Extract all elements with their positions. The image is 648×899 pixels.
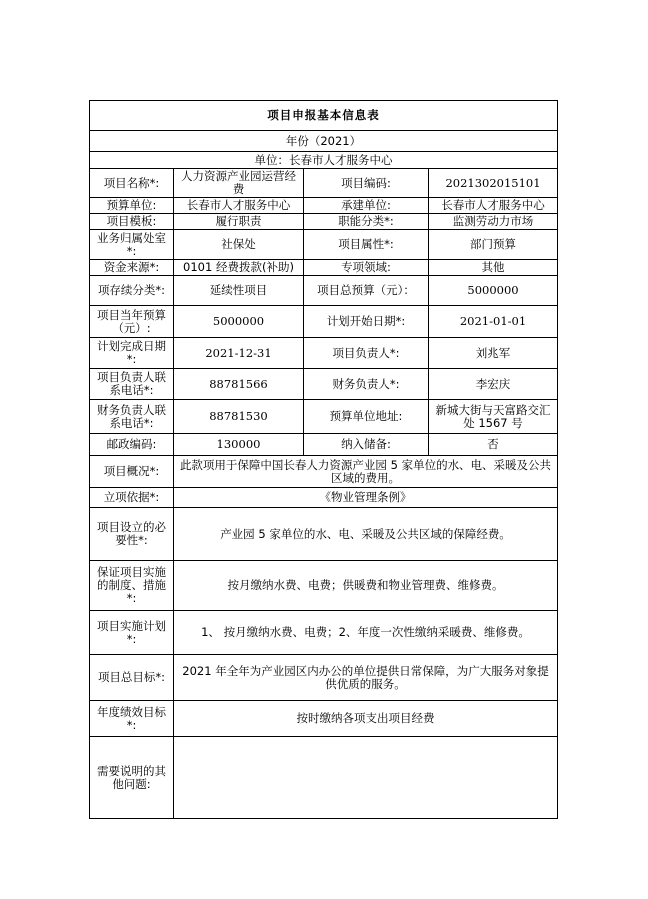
budget-unit-label: 预算单位: (90, 198, 174, 214)
finance-phone-label: 财务负责人联系电话*: (90, 400, 174, 434)
total-budget-label: 项目总预算（元）： (304, 276, 429, 306)
annual-goal-value: 按时缴纳各项支出项目经费 (174, 701, 558, 737)
leader-phone-label: 项目负责人联系电话*: (90, 369, 174, 400)
year-line: 年份（2021） (90, 131, 558, 152)
dept-label: 业务归属处室*: (90, 230, 174, 260)
finance-leader-label: 财务负责人*: (304, 369, 429, 400)
page-title: 项目申报基本信息表 (90, 101, 558, 131)
leader-value: 刘兆军 (429, 338, 558, 369)
year-budget-value: 5000000 (174, 306, 304, 338)
project-code-value: 2021302015101 (429, 169, 558, 198)
start-date-value: 2021-01-01 (429, 306, 558, 338)
host-unit-label: 承建单位: (304, 198, 429, 214)
fund-source-value: 0101 经费拨款(补助) (174, 260, 304, 276)
end-date-label: 计划完成日期*: (90, 338, 174, 369)
budget-address-value: 新城大街与天富路交汇处 1567 号 (429, 400, 558, 434)
host-unit-value: 长春市人才服务中心 (429, 198, 558, 214)
budget-address-label: 预算单位地址: (304, 400, 429, 434)
necessity-value: 产业园 5 家单位的水、电、采暖及公共区域的保障经费。 (174, 508, 558, 561)
function-value: 监测劳动力市场 (429, 214, 558, 230)
unit-line: 单位：长春市人才服务中心 (90, 152, 558, 169)
other-label: 需要说明的其他问题: (90, 737, 174, 819)
basis-label: 立项依据*: (90, 488, 174, 508)
measures-value: 按月缴纳水费、电费；供暖费和物业管理费、维修费。 (174, 561, 558, 611)
project-code-label: 项目编码: (304, 169, 429, 198)
end-date-value: 2021-12-31 (174, 338, 304, 369)
plan-label: 项目实施计划*: (90, 611, 174, 655)
special-field-label: 专项领域: (304, 260, 429, 276)
reserve-label: 纳入储备: (304, 434, 429, 456)
overview-value: 此款项用于保障中国长春人力资源产业园 5 家单位的水、电、采暖及公共区域的费用。 (174, 456, 558, 488)
finance-leader-value: 李宏庆 (429, 369, 558, 400)
basis-value: 《物业管理条例》 (174, 488, 558, 508)
attr-value: 部门预算 (429, 230, 558, 260)
postcode-label: 邮政编码: (90, 434, 174, 456)
duration-value: 延续性项目 (174, 276, 304, 306)
goal-label: 项目总目标*: (90, 655, 174, 701)
plan-value: 1、 按月缴纳水费、电费；2、年度一次性缴纳采暖费、维修费。 (174, 611, 558, 655)
other-value (174, 737, 558, 819)
duration-label: 项存续分类*: (90, 276, 174, 306)
leader-label: 项目负责人*: (304, 338, 429, 369)
dept-value: 社保处 (174, 230, 304, 260)
measures-label: 保证项目实施的制度、措施*: (90, 561, 174, 611)
total-budget-value: 5000000 (429, 276, 558, 306)
necessity-label: 项目设立的必要性*: (90, 508, 174, 561)
finance-phone-value: 88781530 (174, 400, 304, 434)
start-date-label: 计划开始日期*: (304, 306, 429, 338)
project-name-value: 人力资源产业园运营经费 (174, 169, 304, 198)
goal-value: 2021 年全年为产业园区内办公的单位提供日常保障，为广大服务对象提供优质的服务。 (174, 655, 558, 701)
special-field-value: 其他 (429, 260, 558, 276)
project-name-label: 项目名称*: (90, 169, 174, 198)
template-value: 履行职责 (174, 214, 304, 230)
overview-label: 项目概况*: (90, 456, 174, 488)
fund-source-label: 资金来源*: (90, 260, 174, 276)
postcode-value: 130000 (174, 434, 304, 456)
function-label: 职能分类*: (304, 214, 429, 230)
reserve-value: 否 (429, 434, 558, 456)
project-info-table (89, 100, 558, 819)
budget-unit-value: 长春市人才服务中心 (174, 198, 304, 214)
year-budget-label: 项目当年预算（元）: (90, 306, 174, 338)
template-label: 项目模板: (90, 214, 174, 230)
attr-label: 项目属性*: (304, 230, 429, 260)
leader-phone-value: 88781566 (174, 369, 304, 400)
annual-goal-label: 年度绩效目标*: (90, 701, 174, 737)
